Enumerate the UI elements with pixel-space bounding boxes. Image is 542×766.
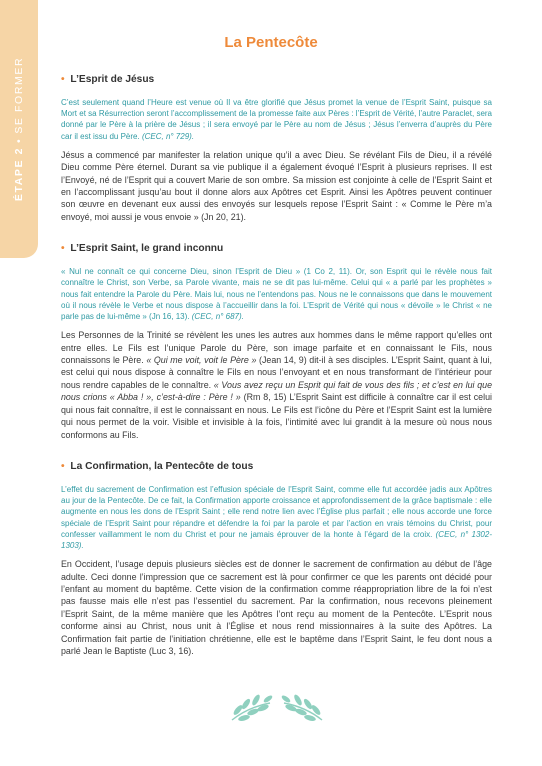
side-tab-etape: ÉTAPE 2 — [13, 146, 25, 202]
page-title: La Pentecôte — [224, 34, 318, 51]
section-heading-text: L’Esprit de Jésus — [70, 74, 155, 85]
quote-reference: (CEC, n° 729). — [141, 131, 195, 141]
section-heading: • L’Esprit de Jésus — [61, 74, 155, 85]
catechism-quote — [61, 484, 492, 551]
body-scripture-quote: « Qui me voit, voit le Père » — [146, 355, 257, 366]
catechism-quote — [61, 97, 492, 142]
section-body: En Occident, l’usage depuis plusieurs siècles est de donner le sacrement de confirmation au début de l’âge adulte. Ceci donne l’impression que ce sacrement est là pour confirmer ce que les parents ont décidé pour l’enfant au moment du baptême. Cette vision de la confirmation comme réappropriation libre de la foi n’est pas fausse mais elle n’est pas l’essentiel du sacrement. Par la confirmation, nous recevons pleinement l’Esprit Saint, de la même manière que les Apôtres l’ont reçu au moment de la Pentecôte. L’Esprit nous conforme ainsi au Christ, nous unit à l’Église et nous rend missionnaires à la suite des Apôtres. La Confirmation fait partie de l’initiation chrétienne, elle est le baptême dans l’Esprit Saint, le feu dont nous a parlé Jean le Baptiste (Luc 3, 16). — [61, 559, 492, 656]
side-tab-separator: • — [13, 137, 25, 143]
page-content — [61, 74, 492, 677]
section-heading: • L’Esprit Saint, le grand inconnu — [61, 243, 224, 255]
quote-text: « Nul ne connaît ce qui concerne Dieu, sinon l’Esprit de Dieu » (1 Co 2, 11). Or, son Esprit qui le révèle nous fait connaître le Christ, son Verbe, sa Parole vivante, mais ne se dit pas lui-même. Celui qui « a parlé par les prophètes » nous fait entendre la Parole du Père. Mais lui, nous ne l’entendons pas. Nous ne le connaissons que dans le mouvement où il nous révèle le Verbe et nous dispose à l’accueillir dans la foi. L’Esprit de Vérité qui nous « dévoile » le Christ « ne parle pas de lui-même » (Jn 16, 13). — [61, 267, 492, 322]
section-esprit-saint-inconnu — [61, 243, 492, 441]
section-esprit-de-jesus — [61, 74, 492, 223]
body-text-part: (Rm 8, 15) L’Esprit Saint est difficile à connaître car il est celui qui nous fait connaître, il est le connaissant en nous. Le Fils est l’icône du Père et l’Esprit Saint est la lumière qui nous permet de la voir. Visible et invisible à la fois, l’intimité avec lui grandit à la mesure où nous nous conformons au Fils. — [61, 392, 492, 440]
section-body: Jésus a commencé par manifester la relation unique qu’il a avec Dieu. Se révélant Fils de Dieu, il a révélé Dieu comme Père éternel. Durant sa vie publique il a également évoqué l’Esprit à plusieurs reprises. Il est l’Envoyé, né de l’Esprit qui a couvert Marie de son ombre. Sa mission est conjointe à celle de l’Esprit Saint et en l’accomplissant jusqu’au bout il donne alors aux Apôtres cet Esprit. Ainsi les Apôtres peuvent continuer son œuvre en devenant eux aussi des envoyés sur lesquels repose l’Esprit Saint : « Comme le Père m’a envoyé, moi aussi je vous envoie » (Jn 20, 21). — [61, 149, 492, 222]
olive-branches-ornament-icon — [226, 690, 328, 724]
section-heading-text: L’Esprit Saint, le grand inconnu — [70, 243, 224, 255]
section-body — [61, 329, 492, 441]
body-text-part: (Jean 14, 9) dit-il à ses disciples. L’Esprit Saint, quant à lui, est celui qui nous dispose à connaître le Fils en nous l’envoyant et en nous transformant de l’intérieur pour nous rendre capables de le connaître. — [61, 355, 492, 390]
section-heading: • La Confirmation, la Pentecôte de tous — [61, 460, 254, 472]
quote-text: L’effet du sacrement de Confirmation est l’effusion spéciale de l’Esprit Saint, comme elle fut accordée jadis aux Apôtres au jour de la Pentecôte. De ce fait, la Confirmation apporte croissance et approfondissement de la grâce baptismale : elle augmente en nous les dons de l’Esprit Saint ; elle rend notre lien avec l’Église plus parfait ; elle nous accorde une force spéciale de l’Esprit Saint pour répandre et défendre la foi par la parole et par l’action en vrais témoins du Christ, pour confesser vaillamment le nom du Christ et pour ne jamais éprouver de la honte à l’égard de la croix. — [61, 484, 492, 539]
side-tab-section: SE FORMER — [13, 56, 25, 134]
body-scripture-quote: « Vous avez reçu un Esprit qui fait de vous des fils ; et c’est en lui que nous crions « Abba ! », c’est-à-dire : Père ! » — [61, 379, 493, 403]
quote-text: C’est seulement quand l’Heure est venue où Il va être glorifié que Jésus promet la venue de l’Esprit Saint, puisque sa Mort et sa Résurrection seront l’accomplissement de la promesse faite aux Pères : l’Esprit de Vérité, l’autre Paraclet, sera donné par le Père à la prière de Jésus ; il sera envoyé par le Père au nom de Jésus ; Jésus l’enverra d’auprès du Père car il est issu du Père. — [61, 98, 492, 141]
quote-reference: (CEC, n° 687). — [191, 312, 244, 322]
quote-reference: (CEC, n° 1302-1303). — [61, 529, 492, 550]
section-confirmation — [61, 461, 492, 657]
body-text-part: Les Personnes de la Trinité se révèlent les unes les autres aux hommes dans le même rapport qu’elles ont entre elles. Le Fils est l’unique Parole du Père, son image parfaite et en connaissant le Fils, nous connaissons le Père. — [61, 330, 492, 366]
section-heading-text: La Confirmation, la Pentecôte de tous — [70, 460, 254, 472]
catechism-quote — [61, 266, 492, 322]
side-tab-label — [13, 57, 25, 201]
